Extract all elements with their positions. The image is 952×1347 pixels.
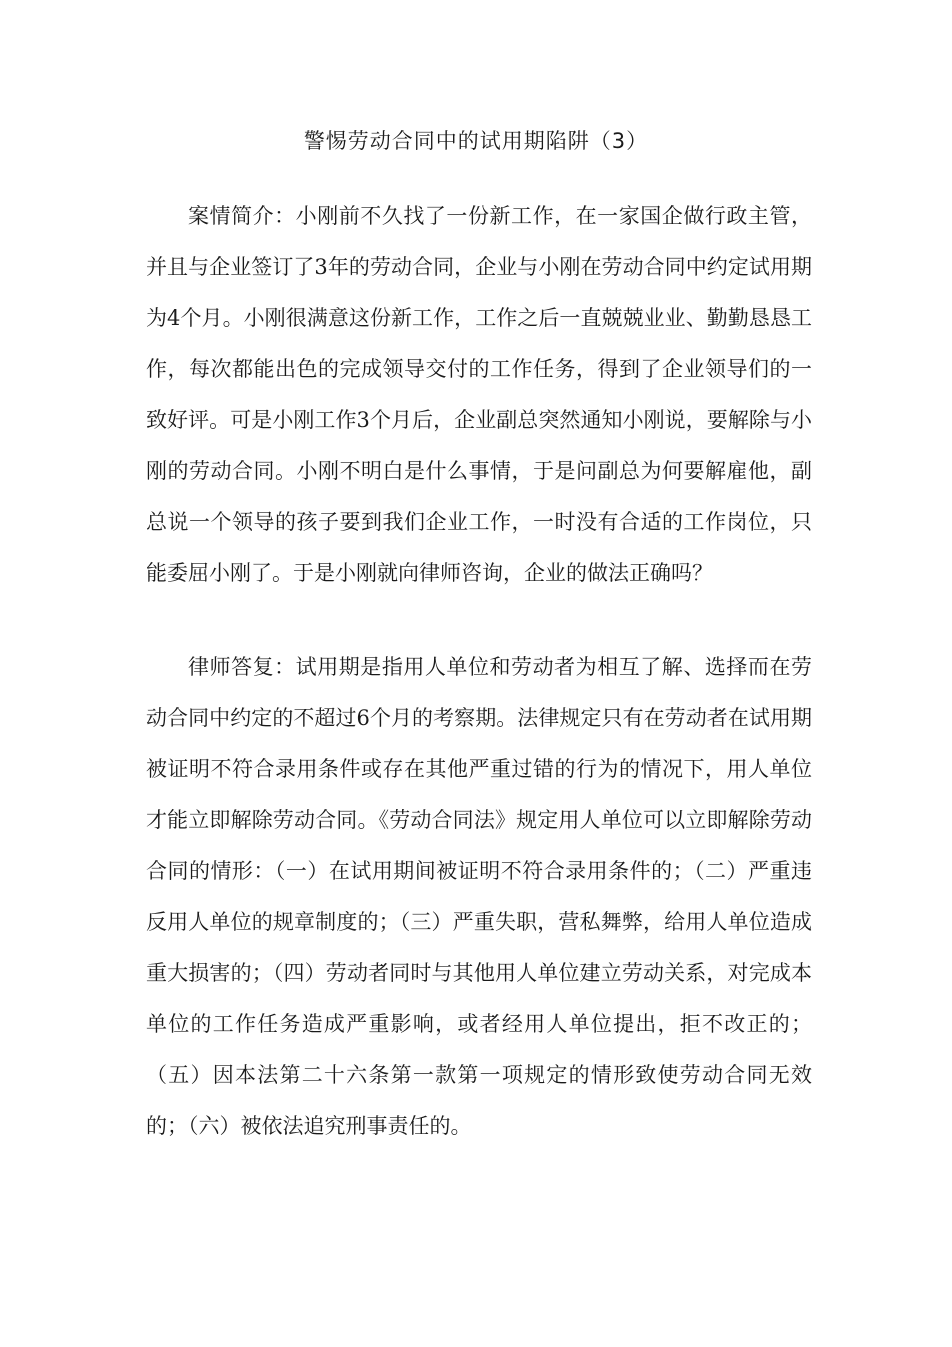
case-summary-paragraph: 案情简介：小刚前不久找了一份新工作，在一家国企做行政主管，并且与企业签订了3年的劳动合同，企业与小刚在劳动合同中约定试用期为4个月。小刚很满意这份新工作，工作之后一直兢兢业业、勤勤恳恳工作，每次都能出色的完成领导交付的工作任务，得到了企业领导们的一致好评。可是小刚工作3个月后，企业副总突然通知小刚说，要解除与小刚的劳动合同。小刚不明白是什么事情，于是问副总为何要解雇他，副总说一个领导的孩子要到我们企业工作，一时没有合适的工作岗位，只能委屈小刚了。于是小刚就向律师咨询，企业的做法正确吗？: [146, 204, 812, 585]
document-title: 警惕劳动合同中的试用期陷阱（3）: [303, 129, 649, 153]
lawyer-reply-paragraph: 律师答复：试用期是指用人单位和劳动者为相互了解、选择而在劳动合同中约定的不超过6个月的考察期。法律规定只有在劳动者在试用期被证明不符合录用条件或存在其他严重过错的行为的情况下，用人单位才能立即解除劳动合同。《劳动合同法》规定用人单位可以立即解除劳动合同的情形：（一）在试用期间被证明不符合录用条件的；（二）严重违反用人单位的规章制度的；（三）严重失职，营私舞弊，给用人单位造成重大损害的；（四）劳动者同时与其他用人单位建立劳动关系，对完成本单位的工作任务造成严重影响，或者经用人单位提出，拒不改正的；（五）因本法第二十六条第一款第一项规定的情形致使劳动合同无效的；（六）被依法追究刑事责任的。: [146, 655, 812, 1138]
